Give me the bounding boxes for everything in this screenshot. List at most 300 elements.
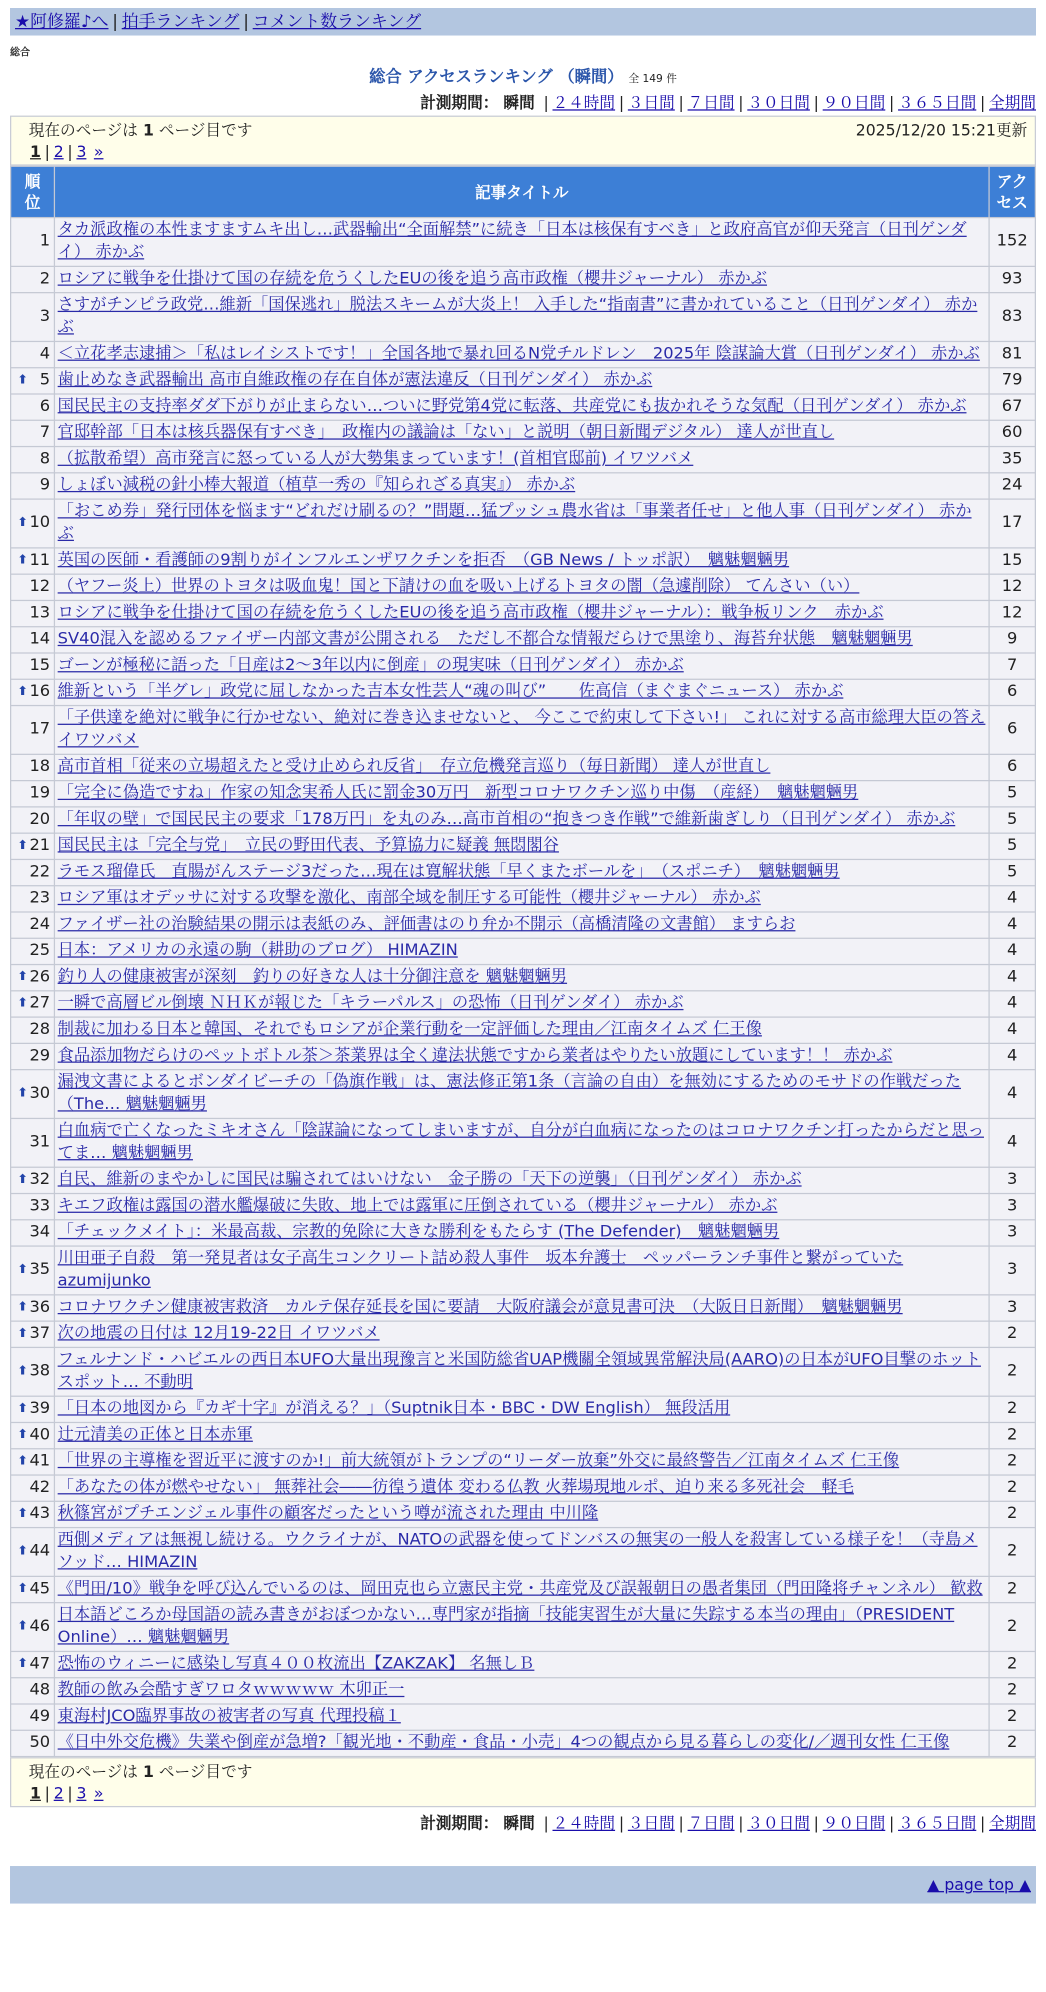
- title-cell: [55, 627, 988, 652]
- table-row: [11, 680, 1034, 705]
- article-link[interactable]: 「子供達を絶対に戦争に行かせない、絶対に巻き込ませないと、 今ここで約束して下さい!」 これに対する高市総理大臣の答え イワツバメ: [57, 708, 986, 750]
- period-link[interactable]: ７日間: [687, 93, 735, 112]
- title-cell: [55, 1705, 988, 1730]
- rank-cell: [11, 808, 54, 833]
- rank-cell: [11, 680, 54, 705]
- rank-number: 29: [29, 1046, 51, 1066]
- title-cell: [55, 1247, 988, 1295]
- rank-up-icon: ⬆: [17, 515, 29, 530]
- table-row: [11, 886, 1034, 911]
- article-link[interactable]: （ヤフー炎上）世界のトヨタは吸血鬼！国と下請けの血を吸い上げるトヨタの闇（急遽削除） てんさい（い）: [57, 577, 860, 597]
- table-row: [11, 1678, 1034, 1703]
- updated-timestamp: 2025/12/20 15:21更新: [855, 120, 1028, 140]
- period-link[interactable]: ２４時間: [552, 1813, 616, 1833]
- rank-number: 2: [39, 269, 51, 289]
- period-separator: |: [543, 1813, 549, 1833]
- rank-cell: [11, 1528, 54, 1576]
- rank-number: 46: [29, 1617, 51, 1636]
- table-row: [11, 1322, 1034, 1347]
- title-cell: [55, 1502, 988, 1527]
- period-link[interactable]: ３０日間: [747, 93, 810, 112]
- table-row: [11, 1018, 1034, 1043]
- title-cell: [55, 500, 988, 548]
- article-link[interactable]: 英国の医師・看護師の9割りがインフルエンザワクチンを拒否 （GB News / トッポ訳） 魑魅魍魎男: [57, 551, 790, 570]
- title-cell: [55, 834, 988, 859]
- rank-cell: [11, 627, 54, 652]
- clap-ranking-link[interactable]: 拍手ランキング: [121, 11, 240, 32]
- rank-number: 11: [29, 551, 51, 570]
- rank-up-icon: ⬆: [17, 1428, 29, 1442]
- title-cell: [55, 395, 988, 420]
- rank-cell: [11, 1476, 54, 1501]
- period-separator: |: [543, 93, 549, 112]
- period-separator: |: [889, 93, 895, 112]
- rank-number: 18: [29, 757, 51, 777]
- rank-number: 16: [29, 682, 51, 702]
- access-count: 4: [990, 939, 1035, 964]
- access-count: 3: [990, 1168, 1035, 1193]
- title-cell: [55, 267, 988, 292]
- rank-number: 31: [29, 1132, 51, 1152]
- table-row: [11, 1528, 1034, 1576]
- table-row: [11, 1577, 1034, 1602]
- rank-cell: [11, 1449, 54, 1474]
- current-page-text: 現在のページは 1 ページ目です: [28, 1762, 253, 1781]
- table-row: [11, 368, 1034, 393]
- rank-number: 32: [29, 1170, 51, 1190]
- article-link[interactable]: 「日本の地図から『カギ十字』が消える？」（Suptnik日本・BBC・DW English） 無段活用: [57, 1399, 731, 1419]
- period-link[interactable]: ３０日間: [747, 1813, 810, 1833]
- rank-number: 5: [39, 370, 51, 390]
- rank-up-icon: ⬆: [17, 1172, 29, 1187]
- current-page-text: 現在のページは 1 ページ目です: [28, 120, 253, 140]
- table-row: [11, 860, 1034, 885]
- title-cell: [55, 755, 988, 780]
- rank-number: 44: [29, 1541, 51, 1561]
- rank-number: 30: [29, 1084, 51, 1103]
- table-row: [11, 1295, 1034, 1320]
- rank-cell: [11, 1678, 54, 1703]
- rank-cell: [11, 1397, 54, 1422]
- rank-up-icon: ⬆: [17, 1300, 29, 1315]
- rank-number: 50: [29, 1733, 51, 1753]
- title-cell: [55, 939, 988, 964]
- page-link-2[interactable]: 2: [53, 1783, 64, 1803]
- article-link[interactable]: 維新という「半グレ」政党に屈しなかった吉本女性芸人“魂の叫び” 佐高信（まぐまぐニュース） 赤かぶ: [57, 682, 844, 702]
- access-count: 2: [990, 1528, 1035, 1576]
- page-link-2[interactable]: 2: [53, 141, 64, 161]
- header-title: 記事タイトル: [55, 167, 988, 217]
- article-link[interactable]: 国民民主の支持率ダダ下がりが止まらない…ついに野党第4党に転落、共産党にも抜かれそうな気配（日刊ゲンダイ） 赤かぶ: [57, 397, 967, 416]
- article-link[interactable]: フェルナンド・ハビエルの西日本UFO大量出現豫言と米国防総省UAP機關全領域異常解決局(AARO)の日本がUFO目撃のホットスポット… 不動明: [57, 1350, 981, 1392]
- access-count: 2: [990, 1449, 1035, 1474]
- ranking-table: [10, 166, 1036, 1758]
- article-link[interactable]: 「世界の主導権を習近平に渡すのか!」前大統領がトランプの“リーダー放棄”外交に最終警告／江南タイムズ 仁王像: [57, 1451, 900, 1471]
- title-cell: [55, 781, 988, 806]
- rank-number: 41: [29, 1451, 51, 1471]
- rank-number: 1: [39, 231, 51, 251]
- rank-cell: [11, 834, 54, 859]
- ranking-heading: [10, 63, 1036, 87]
- title-cell: [55, 913, 988, 938]
- rank-cell: [11, 500, 54, 548]
- rank-number: 25: [29, 941, 51, 961]
- article-link[interactable]: SV40混入を認めるファイザー内部文書が公開される ただし不都合な情報だらけで黒塗り、海苔弁状態 魑魅魍魎男: [57, 629, 913, 649]
- article-link[interactable]: 秋篠宮がプチエンジェル事件の顧客だったという噂が流された理由 中川隆: [57, 1504, 599, 1524]
- title-cell: [55, 706, 988, 754]
- title-cell: [55, 1603, 988, 1651]
- table-row: [11, 342, 1034, 367]
- period-label: 計測期間：: [420, 1813, 499, 1833]
- top-nav-bar: [10, 8, 1036, 36]
- next-page-link[interactable]: »: [93, 1783, 104, 1803]
- rank-number: 23: [29, 888, 51, 908]
- article-link[interactable]: 制裁に加わる日本と韓国、それでもロシアが企業行動を一定評価した理由／江南タイムズ 仁王像: [57, 1020, 762, 1039]
- table-row: [11, 601, 1034, 626]
- access-count: 3: [990, 1220, 1035, 1245]
- article-link[interactable]: 「おこめ券」発行団体を悩ます“どれだけ刷るの？”問題…猛プッシュ農水省は「事業者任せ」と他人事（日刊ゲンダイ） 赤かぶ: [57, 502, 972, 544]
- period-separator: |: [618, 93, 625, 112]
- article-link[interactable]: 東海村JCO臨界事故の被害者の写真 代理投稿１: [57, 1707, 401, 1726]
- access-count: 2: [990, 1397, 1035, 1422]
- rank-number: 42: [29, 1478, 51, 1497]
- rank-up-icon: ⬆: [17, 684, 29, 699]
- title-cell: [55, 1476, 988, 1501]
- rank-number: 14: [29, 629, 51, 649]
- rank-cell: [11, 1502, 54, 1527]
- title-cell: [55, 1220, 988, 1245]
- title-cell: [55, 421, 988, 446]
- article-link[interactable]: 釣り人の健康被害が深刻 釣りの好きな人は十分御注意を 魑魅魍魎男: [57, 967, 568, 987]
- rank-cell: [11, 1295, 54, 1320]
- access-count: 35: [990, 447, 1035, 472]
- next-page-link[interactable]: »: [93, 141, 104, 161]
- access-count: 4: [990, 886, 1035, 911]
- article-link[interactable]: ゴーンが極秘に語った「日産は2～3年以内に倒産」の現実味（日刊ゲンダイ） 赤かぶ: [57, 656, 684, 675]
- access-count: 2: [990, 1678, 1035, 1703]
- access-count: 3: [990, 1295, 1035, 1320]
- period-current: 瞬間: [503, 93, 535, 112]
- table-row: [11, 575, 1034, 600]
- period-selector-top: [10, 92, 1036, 113]
- access-count: 152: [990, 218, 1035, 266]
- rank-number: 47: [29, 1654, 51, 1674]
- rank-number: 40: [29, 1425, 51, 1445]
- article-link[interactable]: 漏洩文書によるとボンダイビーチの「偽旗作戦」は、憲法修正第1条（言論の自由）を無効にするためのモサドの作戦だった（The… 魑魅魍魎男: [57, 1072, 961, 1115]
- access-count: 4: [990, 1119, 1035, 1167]
- rank-cell: [11, 1423, 54, 1448]
- title-cell: [55, 473, 988, 498]
- page-top-link[interactable]: ▲ page top ▲: [927, 1874, 1031, 1894]
- article-link[interactable]: コロナワクチン健康被害救済 カルテ保存延長を国に要請 大阪府議会が意見書可決 （大阪日日新聞） 魑魅魍魎男: [57, 1297, 903, 1317]
- table-row: [11, 1044, 1034, 1069]
- article-link[interactable]: 「あなたの体が燃やせない」 無葬社会――彷徨う遺体 変わる仏教 火葬場現地ルポ、迫り来る多死社会 軽毛: [57, 1478, 854, 1497]
- access-count: 9: [990, 627, 1035, 652]
- title-cell: [55, 1731, 988, 1756]
- period-separator: |: [980, 93, 986, 112]
- table-row: [11, 939, 1034, 964]
- period-links: [540, 93, 1036, 112]
- period-link[interactable]: ９０日間: [822, 93, 886, 112]
- rank-number: 33: [29, 1196, 51, 1216]
- rank-cell: [11, 654, 54, 679]
- article-link[interactable]: 食品添加物だらけのペットボトル茶＞茶業界は全く違法状態ですから業者はやりたい放題にしています！！ 赤かぶ: [57, 1046, 893, 1066]
- access-count: 2: [990, 1322, 1035, 1347]
- access-count: 7: [990, 654, 1035, 679]
- rank-cell: [11, 549, 54, 574]
- nav-separator: |: [112, 11, 118, 32]
- period-link[interactable]: ３日間: [627, 1813, 675, 1833]
- article-link[interactable]: ロシアに戦争を仕掛けて国の存続を危うくしたEUの後を追う高市政権（櫻井ジャーナル） 赤かぶ: [57, 269, 768, 289]
- rank-cell: [11, 781, 54, 806]
- article-link[interactable]: ファイザー社の治験結果の開示は表紙のみ、評価書はのり弁か不開示（高橋清隆の文書館） ますらお: [57, 915, 796, 934]
- article-link[interactable]: ロシア軍はオデッサに対する攻撃を激化、南部全域を制圧する可能性（櫻井ジャーナル） 赤かぶ: [57, 888, 761, 908]
- article-link[interactable]: 国民民主は「完全与党」 立民の野田代表、予算協力に疑義 無悶閣谷: [57, 836, 559, 856]
- period-separator: |: [738, 93, 744, 112]
- access-count: 4: [990, 913, 1035, 938]
- title-cell: [55, 1119, 988, 1167]
- table-row: [11, 267, 1034, 292]
- article-link[interactable]: 教師の飲み会酷すぎワロタｗｗｗｗｗ 木卯正一: [57, 1680, 405, 1700]
- period-link[interactable]: ３日間: [627, 93, 675, 112]
- title-cell: [55, 1322, 988, 1347]
- article-link[interactable]: 自民、維新のまやかしに国民は騙されてはいけない 金子勝の「天下の逆襲」（日刊ゲンダイ） 赤かぶ: [57, 1170, 802, 1190]
- title-cell: [55, 860, 988, 885]
- title-cell: [55, 1577, 988, 1602]
- period-link[interactable]: 全期間: [989, 93, 1036, 112]
- title-cell: [55, 808, 988, 833]
- access-count: 2: [990, 1423, 1035, 1448]
- rank-up-icon: ⬆: [17, 1454, 29, 1469]
- rank-number: 9: [39, 475, 51, 495]
- comment-ranking-link[interactable]: コメント数ランキング: [252, 11, 422, 32]
- article-link[interactable]: 日本：アメリカの永遠の駒（耕助のブログ） HIMAZIN: [57, 941, 458, 961]
- article-link[interactable]: 西側メディアは無視し続ける。ウクライナが、NATOの武器を使ってドンバスの無実の一般人を殺害している様子を！（寺島メソッド… HIMAZIN: [57, 1530, 978, 1572]
- access-count: 12: [990, 601, 1035, 626]
- rank-cell: [11, 1070, 54, 1118]
- rank-number: 48: [29, 1680, 51, 1700]
- rank-cell: [11, 991, 54, 1016]
- title-cell: [55, 575, 988, 600]
- article-link[interactable]: 「年収の壁」で国民民主の要求「178万円」を丸のみ…高市首相の“抱きつき作戦”で維新歯ぎしり（日刊ゲンダイ） 赤かぶ: [57, 810, 956, 829]
- title-cell: [55, 1397, 988, 1422]
- article-link[interactable]: ラモス瑠偉氏 直腸がんステージ3だった…現在は寛解状態「早くまたボールを」 （スポニチ） 魑魅魍魎男: [57, 862, 840, 882]
- table-row: [11, 1705, 1034, 1730]
- table-row: [11, 1502, 1034, 1527]
- access-count: 4: [990, 965, 1035, 990]
- title-cell: [55, 293, 988, 341]
- article-link[interactable]: 《日中外交危機》失業や倒産が急増?「観光地・不動産・食品・小売」4つの観点から見る暮らしの変化/／週刊女性 仁王像: [57, 1733, 950, 1753]
- article-link[interactable]: ＜立花孝志逮捕＞「私はレイシストです！」全国各地で暴れ回るN党チルドレン 2025年 陰謀論大賞（日刊ゲンダイ） 赤かぶ: [57, 344, 980, 364]
- rank-number: 3: [39, 307, 51, 326]
- rank-number: 28: [29, 1020, 51, 1039]
- article-link[interactable]: 辻元清美の正体と日本赤軍: [57, 1425, 253, 1445]
- article-link[interactable]: 官邸幹部「日本は核兵器保有すべき」 政権内の議論は「ない」と説明（朝日新聞デジタル） 達人が世直し: [57, 423, 835, 443]
- title-cell: [55, 991, 988, 1016]
- rank-number: 38: [29, 1361, 51, 1381]
- access-count: 2: [990, 1577, 1035, 1602]
- table-row: [11, 293, 1034, 341]
- article-link[interactable]: タカ派政権の本性ますますムキ出し…武器輸出“全面解禁”に続き「日本は核保有すべき」と政府高官が仰天発言（日刊ゲンダイ） 赤かぶ: [57, 220, 967, 262]
- access-count: 4: [990, 991, 1035, 1016]
- access-count: 17: [990, 500, 1035, 548]
- rank-up-icon: ⬆: [17, 1506, 29, 1521]
- title-cell: [55, 1528, 988, 1576]
- article-link[interactable]: （拡散希望）高市発言に怒っている人が大勢集まっています！(首相官邸前) イワツバメ: [57, 449, 694, 469]
- title-cell: [55, 1194, 988, 1219]
- rank-cell: [11, 342, 54, 367]
- rank-cell: [11, 1603, 54, 1651]
- rank-cell: [11, 1044, 54, 1069]
- period-separator: |: [813, 1813, 819, 1833]
- rank-number: 12: [29, 577, 51, 597]
- rank-cell: [11, 1348, 54, 1396]
- rank-number: 43: [29, 1504, 51, 1524]
- table-row: [11, 654, 1034, 679]
- article-link[interactable]: キエフ政権は露国の潜水艦爆破に失敗、地上では露軍に圧倒されている（櫻井ジャーナル） 赤かぶ: [57, 1196, 778, 1216]
- rank-number: 22: [29, 862, 51, 882]
- title-cell: [55, 218, 988, 266]
- period-link[interactable]: ３６５日間: [898, 1813, 977, 1833]
- rank-number: 45: [29, 1579, 51, 1599]
- access-count: 2: [990, 1476, 1035, 1501]
- table-row: [11, 1348, 1034, 1396]
- rank-number: 13: [29, 603, 51, 623]
- rank-number: 24: [29, 915, 51, 934]
- table-row: [11, 1449, 1034, 1474]
- rank-cell: [11, 1577, 54, 1602]
- rank-cell: [11, 1322, 54, 1347]
- article-link[interactable]: さすがチンピラ政党…維新「国保逃れ」脱法スキームが大炎上！ 入手した“指南書”に書かれていること（日刊ゲンダイ） 赤かぶ: [57, 295, 978, 338]
- title-cell: [55, 447, 988, 472]
- table-row: [11, 1603, 1034, 1651]
- rank-up-icon: ⬆: [17, 1326, 29, 1341]
- article-link[interactable]: ロシアに戦争を仕掛けて国の存続を危うくしたEUの後を追う高市政権（櫻井ジャーナル）：戦争板リンク 赤かぶ: [57, 603, 884, 623]
- rank-cell: [11, 218, 54, 266]
- table-row: [11, 755, 1034, 780]
- article-link[interactable]: 一瞬で高層ビル倒壊 ＮＨＫが報じた「キラーパルス」の恐怖（日刊ゲンダイ） 赤かぶ: [57, 993, 684, 1013]
- access-count: 6: [990, 706, 1035, 754]
- table-row: [11, 913, 1034, 938]
- rank-up-icon: ⬆: [17, 1401, 29, 1416]
- article-link[interactable]: 白血病で亡くなったミキオさん「陰謀論になってしまいますが、自分が白血病になったのはコロナワクチン打ったからだと思ってま… 魑魅魍魎男: [57, 1121, 984, 1163]
- period-selector-bottom: [10, 1812, 1036, 1833]
- table-row: [11, 808, 1034, 833]
- pagination-top: [10, 116, 1036, 166]
- rank-cell: [11, 395, 54, 420]
- access-count: 5: [990, 781, 1035, 806]
- rank-cell: [11, 447, 54, 472]
- period-link[interactable]: ２４時間: [552, 93, 616, 112]
- article-link[interactable]: 高市首相「従来の立場超えたと受け止められ反省」 存立危機発言巡り（毎日新聞） 達人が世直し: [57, 757, 771, 777]
- title-cell: [55, 1348, 988, 1396]
- table-row: [11, 218, 1034, 266]
- access-count: 2: [990, 1348, 1035, 1396]
- table-row: [11, 1168, 1034, 1193]
- access-count: 2: [990, 1731, 1035, 1756]
- rank-up-icon: ⬆: [17, 1364, 29, 1379]
- page-current: 1: [30, 141, 41, 161]
- table-row: [11, 1070, 1034, 1118]
- access-count: 3: [990, 1194, 1035, 1219]
- table-row: [11, 1423, 1034, 1448]
- period-separator: |: [678, 93, 684, 112]
- table-row: [11, 781, 1034, 806]
- rank-cell: [11, 706, 54, 754]
- rank-cell: [11, 293, 54, 341]
- rank-cell: [11, 1652, 54, 1677]
- page-current: 1: [30, 1783, 41, 1803]
- article-link[interactable]: 《門田/10》戦争を呼び込んでいるのは、岡田克也ら立憲民主党・共産党及び誤報朝日の愚者集団（門田隆将チャンネル） 歓救: [57, 1579, 983, 1599]
- article-link[interactable]: 川田亜子自殺 第一発見者は女子高生コンクリート詰め殺人事件 坂本弁護士 ペッパーランチ事件と繋がっていた azumijunko: [57, 1249, 904, 1291]
- article-link[interactable]: しょぼい減税の針小棒大報道（植草一秀の『知られざる真実』） 赤かぶ: [57, 475, 576, 495]
- access-count: 67: [990, 395, 1035, 420]
- rank-number: 34: [29, 1222, 51, 1242]
- total-count: 全 149 件: [628, 73, 677, 86]
- article-link[interactable]: 「チェックメイト」：米最高裁、宗教的免除に大きな勝利をもたらす (The Defender) 魑魅魍魎男: [57, 1222, 780, 1242]
- period-link[interactable]: ９０日間: [822, 1813, 886, 1833]
- period-separator: |: [618, 1813, 625, 1833]
- article-link[interactable]: 「完全に偽造ですね」作家の知念実希人氏に罰金30万円 新型コロナワクチン巡り中傷 （産経） 魑魅魍魎男: [57, 783, 859, 803]
- period-separator: |: [813, 93, 819, 112]
- article-link[interactable]: 恐怖のウィニーに感染し写真４００枚流出【ZAKZAK】 名無しＢ: [57, 1654, 535, 1674]
- period-link[interactable]: 全期間: [989, 1813, 1036, 1833]
- title-cell: [55, 342, 988, 367]
- rank-number: 21: [29, 836, 51, 856]
- rank-number: 20: [29, 810, 51, 829]
- period-link[interactable]: ３６５日間: [898, 93, 977, 112]
- access-count: 2: [990, 1502, 1035, 1527]
- rank-up-icon: ⬆: [17, 1619, 29, 1634]
- period-separator: |: [678, 1813, 684, 1833]
- rank-cell: [11, 939, 54, 964]
- page-link-3[interactable]: 3: [76, 141, 87, 161]
- page-links: 1 | 2 | 3 »: [30, 141, 104, 161]
- rank-up-icon: ⬆: [17, 996, 29, 1011]
- period-separator: |: [889, 1813, 895, 1833]
- access-count: 79: [990, 368, 1035, 393]
- period-current: 瞬間: [503, 1813, 535, 1833]
- access-count: 4: [990, 1044, 1035, 1069]
- access-count: 6: [990, 755, 1035, 780]
- table-row: [11, 473, 1034, 498]
- rank-cell: [11, 575, 54, 600]
- rank-cell: [11, 755, 54, 780]
- article-link[interactable]: 次の地震の日付は 12月19-22日 イワツバメ: [57, 1324, 380, 1344]
- nav-separator: |: [243, 11, 249, 32]
- article-link[interactable]: 歯止めなき武器輸出 高市自維政権の存在自体が憲法違反（日刊ゲンダイ） 赤かぶ: [57, 370, 653, 390]
- rank-cell: [11, 860, 54, 885]
- rank-number: 10: [29, 513, 51, 533]
- period-separator: |: [980, 1813, 986, 1833]
- rank-cell: [11, 267, 54, 292]
- home-link[interactable]: ★阿修羅♪へ: [15, 11, 109, 32]
- access-count: 24: [990, 473, 1035, 498]
- title-cell: [55, 1018, 988, 1043]
- rank-number: 19: [29, 783, 51, 803]
- article-link[interactable]: 日本語どころか母国語の読み書きがおぼつかない…専門家が指摘「技能実習生が大量に失踪する本当の理由」（PRESIDENT Online）… 魑魅魍魎男: [57, 1605, 955, 1648]
- header-access: アクセス: [990, 167, 1035, 217]
- rank-cell: [11, 473, 54, 498]
- access-count: 12: [990, 575, 1035, 600]
- rank-up-icon: ⬆: [17, 553, 29, 568]
- title-cell: [55, 601, 988, 626]
- period-link[interactable]: ７日間: [687, 1813, 735, 1833]
- rank-cell: [11, 1194, 54, 1219]
- page-link-3[interactable]: 3: [76, 1783, 87, 1803]
- rank-number: 7: [39, 423, 51, 443]
- title-cell: [55, 1168, 988, 1193]
